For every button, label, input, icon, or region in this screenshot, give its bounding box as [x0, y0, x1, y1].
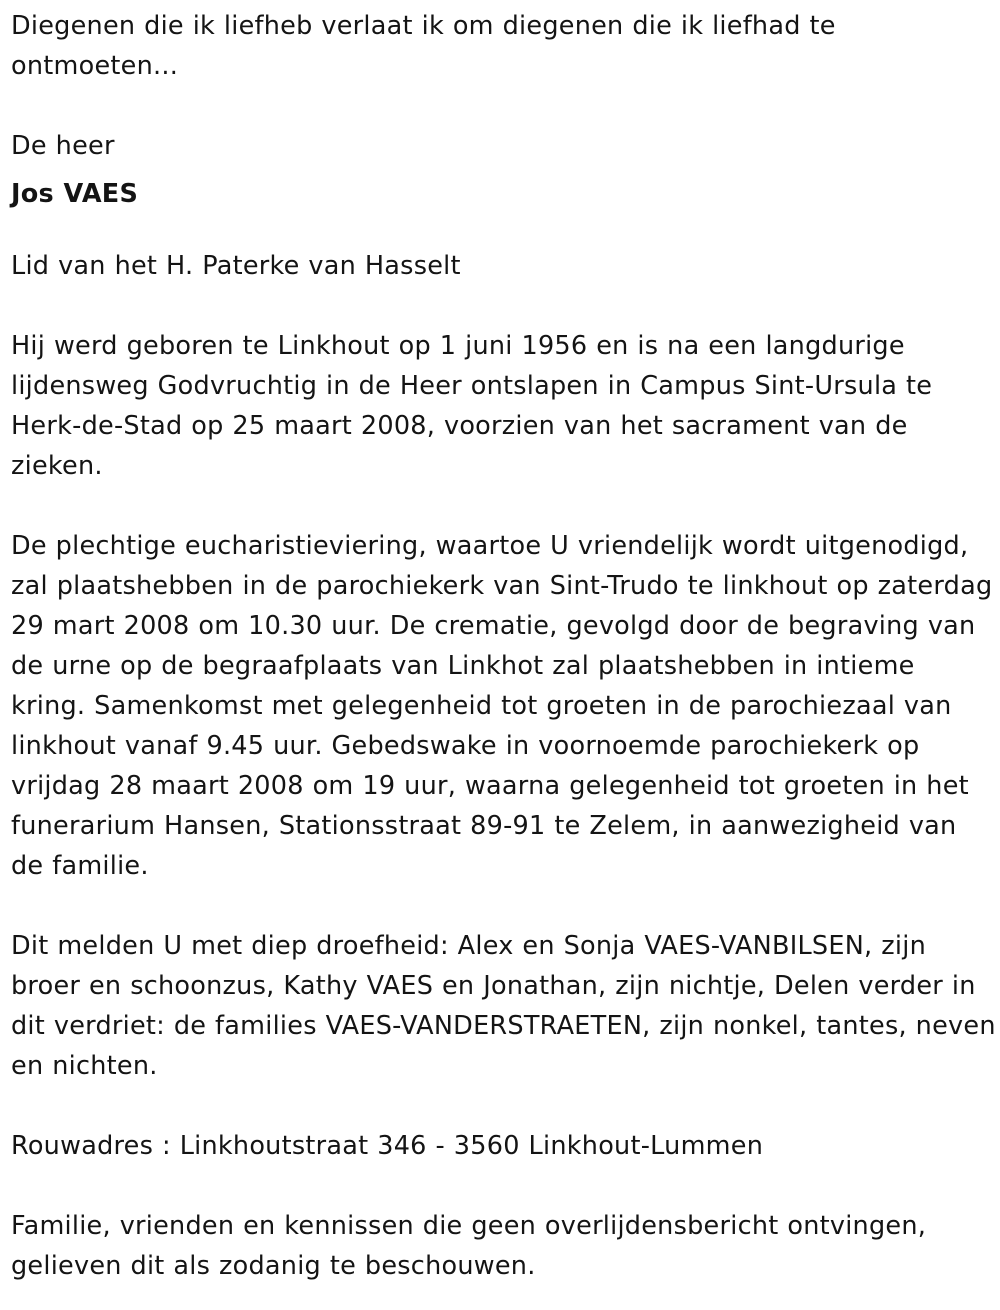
- announcement-paragraph: Dit melden U met diep droefheid: Alex en Sonja VAES-VANBILSEN, zijn broer en schoonzus, Kathy VAES en Jonathan, zijn nichtje, Delen verder in dit verdriet: de families VAES-VANDERSTRAETEN, zijn nonkel, tantes, neven en nichten.: [11, 931, 996, 1081]
- motto-text: Diegenen die ik liefheb verlaat ik om diegenen die ik liefhad te ontmoeten...: [11, 11, 836, 81]
- honorific-text: De heer: [11, 131, 115, 161]
- membership-text: Lid van het H. Paterke van Hasselt: [11, 251, 461, 281]
- ceremony-paragraph: De plechtige eucharistieviering, waartoe U vriendelijk wordt uitgenodigd, zal plaatshebben in de parochiekerk van Sint-Trudo te linkhout op zaterdag 29 mart 2008 om 10.30 uur. De crematie, gevolgd door de begraving van de urne op de begraafplaats van Linkhot zal plaatshebben in intieme kring. Samenkomst met gelegenheid tot groeten in de parochiezaal van linkhout vanaf 9.45 uur. Gebedswake in voornoemde parochiekerk op vrijdag 28 maart 2008 om 19 uur, waarna gelegenheid tot groeten in het funerarium Hansen, Stationsstraat 89-91 te Zelem, in aanwezigheid van de familie.: [11, 531, 993, 881]
- mourning-address: Rouwadres : Linkhoutstraat 346 - 3560 Linkhout-Lummen: [11, 1131, 764, 1161]
- closing-paragraph: Familie, vrienden en kennissen die geen overlijdensbericht ontvingen, gelieven dit als zodanig te beschouwen.: [11, 1211, 927, 1281]
- deceased-name: Jos VAES: [11, 179, 139, 209]
- obituary-notice: [11, 6, 996, 1286]
- birth-death-paragraph: Hij werd geboren te Linkhout op 1 juni 1956 en is na een langdurige lijdensweg Godvruchtig in de Heer ontslapen in Campus Sint-Ursula te Herk-de-Stad op 25 maart 2008, voorzien van het sacrament van de zieken.: [11, 331, 933, 481]
